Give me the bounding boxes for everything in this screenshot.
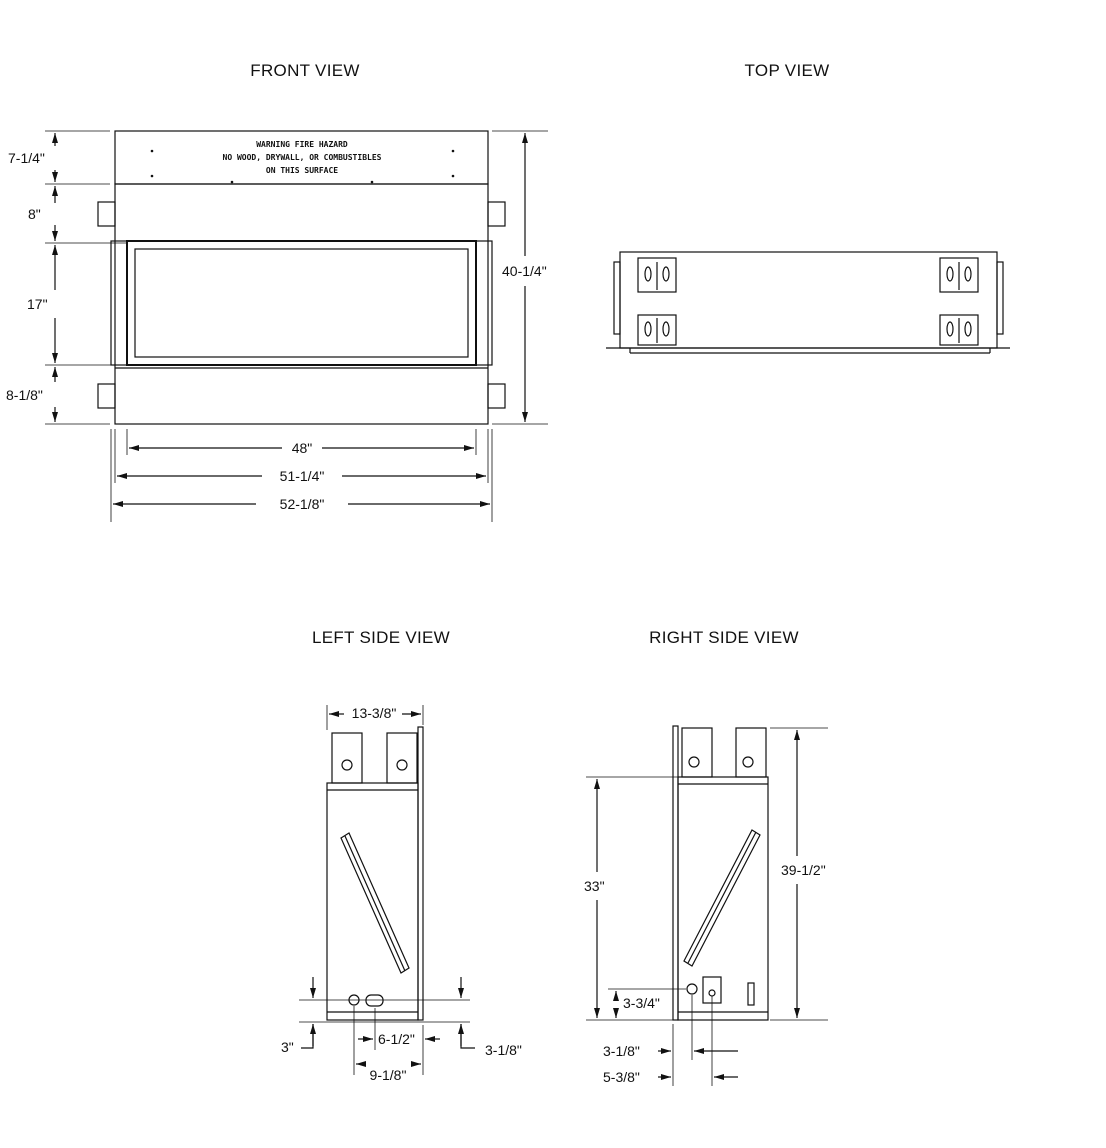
right-side-view-title: RIGHT SIDE VIEW: [649, 628, 799, 647]
dim-upper-height: 8": [28, 206, 41, 222]
vent-collar: [736, 728, 766, 777]
warning-line-2: NO WOOD, DRYWALL, OR COMBUSTIBLES: [222, 153, 382, 162]
warning-label: [223, 140, 382, 175]
left-side-view: [299, 705, 475, 1075]
dim-gas-inlet-height: 3-3/4": [623, 995, 660, 1011]
front-dimension-labels: [6, 150, 547, 512]
firebox-body: [115, 184, 488, 424]
front-view-title: FRONT VIEW: [250, 61, 360, 80]
right-trim: [476, 241, 492, 365]
nailing-flange: [98, 384, 115, 408]
dim-standoff-height: 7-1/4": [8, 150, 45, 166]
vent-collar: [332, 733, 362, 783]
warning-line-1: WARNING FIRE HAZARD: [256, 140, 348, 149]
top-view: [606, 252, 1010, 353]
dim-gas-offset-2: 3-1/8": [485, 1042, 522, 1058]
dim-glass-height: 17": [27, 296, 48, 312]
dim-body-height: 33": [584, 878, 605, 894]
dim-depth: 13-3/8": [351, 705, 397, 721]
nailing-flange: [98, 202, 115, 226]
top-view-title: TOP VIEW: [744, 61, 830, 80]
dim-body-width: 51-1/4": [279, 468, 325, 484]
vent-collar: [682, 728, 712, 777]
dim-gas-offset-1: 6-1/2": [378, 1031, 415, 1047]
right-side-view: [586, 726, 828, 1086]
vent-collar: [387, 733, 417, 783]
nailing-flange: [488, 384, 505, 408]
dim-glass-width: 48": [291, 440, 313, 456]
dim-gas-offset-2: 5-3/8": [603, 1069, 640, 1085]
glass-frame: [127, 241, 476, 365]
left-trim: [111, 241, 127, 365]
left-side-view-title: LEFT SIDE VIEW: [311, 628, 451, 647]
nailing-flange: [488, 202, 505, 226]
dim-lower-height: 8-1/8": [6, 387, 43, 403]
dim-gas-offset-1: 3-1/8": [603, 1043, 640, 1059]
dim-gas-height: 3": [281, 1039, 294, 1055]
dim-overall-height: 40-1/4": [502, 263, 547, 279]
left-body: [327, 783, 418, 1020]
gas-inlet: [687, 984, 697, 994]
dim-overall-height: 39-1/2": [781, 862, 826, 878]
glass-panel: [135, 249, 468, 357]
front-view: [45, 131, 548, 522]
left-dimension-labels: [281, 705, 522, 1083]
dim-gas-offset-3: 9-1/8": [369, 1067, 407, 1083]
warning-line-3: ON THIS SURFACE: [265, 166, 339, 175]
dim-overall-width: 52-1/8": [279, 496, 325, 512]
